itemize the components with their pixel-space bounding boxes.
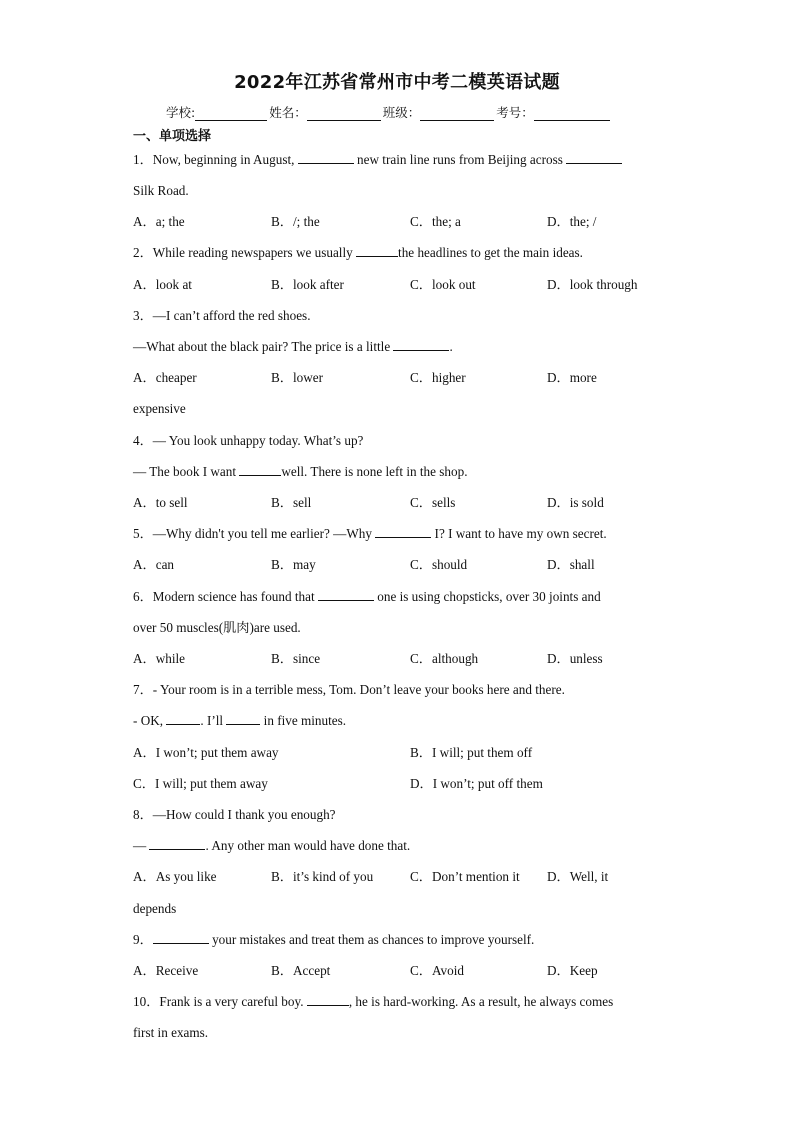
question-4-stem: 4．— You look unhappy today. What’s up?	[133, 433, 364, 448]
answer-blank	[307, 993, 349, 1006]
question-10-stem: 10．Frank is a very careful boy. , he is hard-working. As a result, he always comes	[133, 994, 614, 1009]
option-a[interactable]: A．I won’t; put them away	[133, 745, 279, 760]
student-info-row	[166, 103, 646, 121]
question-8-stem: 8．—How could I thank you enough?	[133, 807, 336, 822]
question-8-option-wrap: depends	[133, 901, 177, 916]
answer-blank	[298, 151, 354, 164]
option-a[interactable]: A．can	[133, 557, 175, 572]
option-c[interactable]: C．Don’t mention it	[410, 869, 520, 884]
option-c[interactable]: C．higher	[410, 370, 466, 385]
option-a[interactable]: A．while	[133, 651, 186, 666]
option-b[interactable]: B．since	[271, 651, 321, 666]
option-c[interactable]: C．look out	[410, 277, 476, 292]
number-label: 考号：	[496, 105, 534, 120]
option-d[interactable]: D．shall	[547, 557, 595, 572]
option-c[interactable]: C．Avoid	[410, 963, 464, 978]
school-blank[interactable]	[195, 106, 267, 121]
question-3-stem-cont: —What about the black pair? The price is a little .	[133, 339, 453, 354]
option-a[interactable]: A．cheaper	[133, 370, 197, 385]
option-a[interactable]: A．a; the	[133, 214, 185, 229]
option-d[interactable]: D．Well, it	[547, 869, 609, 884]
answer-blank	[375, 525, 431, 538]
option-b[interactable]: B．sell	[271, 495, 312, 510]
option-b[interactable]: B．may	[271, 557, 316, 572]
page-title: 2022年江苏省常州市中考二模英语试题	[234, 72, 560, 93]
class-label: 班级：	[382, 105, 421, 120]
answer-blank	[149, 837, 205, 850]
option-b[interactable]: B．it’s kind of you	[271, 869, 374, 884]
answer-blank	[239, 463, 281, 476]
question-4-stem-cont: — The book I want well. There is none left in the shop.	[133, 464, 468, 479]
option-b[interactable]: B．lower	[271, 370, 324, 385]
option-c[interactable]: C．I will; put them away	[133, 776, 268, 791]
answer-blank	[153, 931, 209, 944]
question-9-stem: 9． your mistakes and treat them as chances to improve yourself.	[133, 932, 535, 947]
question-5-stem: 5．—Why didn't you tell me earlier? —Why I? I want to have my own secret.	[133, 526, 607, 541]
option-d[interactable]: D．Keep	[547, 963, 598, 978]
option-b[interactable]: B．I will; put them off	[410, 745, 533, 760]
question-7-stem: 7．- Your room is in a terrible mess, Tom. Don’t leave your books here and there.	[133, 682, 565, 697]
option-c[interactable]: C．sells	[410, 495, 456, 510]
option-c[interactable]: C．the; a	[410, 214, 461, 229]
answer-blank	[166, 712, 200, 725]
option-b[interactable]: B．/; the	[271, 214, 320, 229]
question-6-stem: 6．Modern science has found that one is using chopsticks, over 30 joints and	[133, 589, 601, 604]
option-a[interactable]: A．Receive	[133, 963, 199, 978]
option-d[interactable]: D．I won’t; put off them	[410, 776, 543, 791]
option-d[interactable]: D．is sold	[547, 495, 604, 510]
option-d[interactable]: D．look through	[547, 277, 638, 292]
number-blank[interactable]	[534, 106, 610, 121]
option-a[interactable]: A．As you like	[133, 869, 217, 884]
question-10-stem-cont: first in exams.	[133, 1025, 209, 1040]
option-a[interactable]: A．look at	[133, 277, 192, 292]
answer-blank	[566, 151, 622, 164]
answer-blank	[226, 712, 260, 725]
school-label: 学校:	[166, 105, 196, 120]
section-heading: 一、单项选择	[133, 129, 212, 144]
option-d[interactable]: D．unless	[547, 651, 603, 666]
option-b[interactable]: B．Accept	[271, 963, 331, 978]
question-6-stem-cont: over 50 muscles(肌肉)are used.	[133, 620, 301, 635]
question-3-stem: 3．—I can’t afford the red shoes.	[133, 308, 311, 323]
option-d[interactable]: D．more	[547, 370, 597, 385]
class-blank[interactable]	[420, 106, 494, 121]
question-1-stem-cont: Silk Road.	[133, 183, 189, 198]
option-a[interactable]: A．to sell	[133, 495, 188, 510]
answer-blank	[318, 588, 374, 601]
question-1-stem: 1．Now, beginning in August, new train line runs from Beijing across	[133, 151, 622, 169]
name-blank[interactable]	[307, 106, 381, 121]
option-c[interactable]: C．although	[410, 651, 479, 666]
question-3-option-wrap: expensive	[133, 401, 186, 416]
question-8-stem-cont: — . Any other man would have done that.	[133, 838, 411, 853]
option-c[interactable]: C．should	[410, 557, 468, 572]
answer-blank	[356, 244, 398, 257]
option-d[interactable]: D．the; /	[547, 214, 597, 229]
name-label: 姓名：	[269, 105, 307, 120]
question-2-stem: 2．While reading newspapers we usually the headlines to get the main ideas.	[133, 245, 583, 260]
answer-blank	[393, 338, 449, 351]
question-7-stem-cont: - OK, . I’ll in five minutes.	[133, 713, 347, 728]
option-b[interactable]: B．look after	[271, 277, 344, 292]
